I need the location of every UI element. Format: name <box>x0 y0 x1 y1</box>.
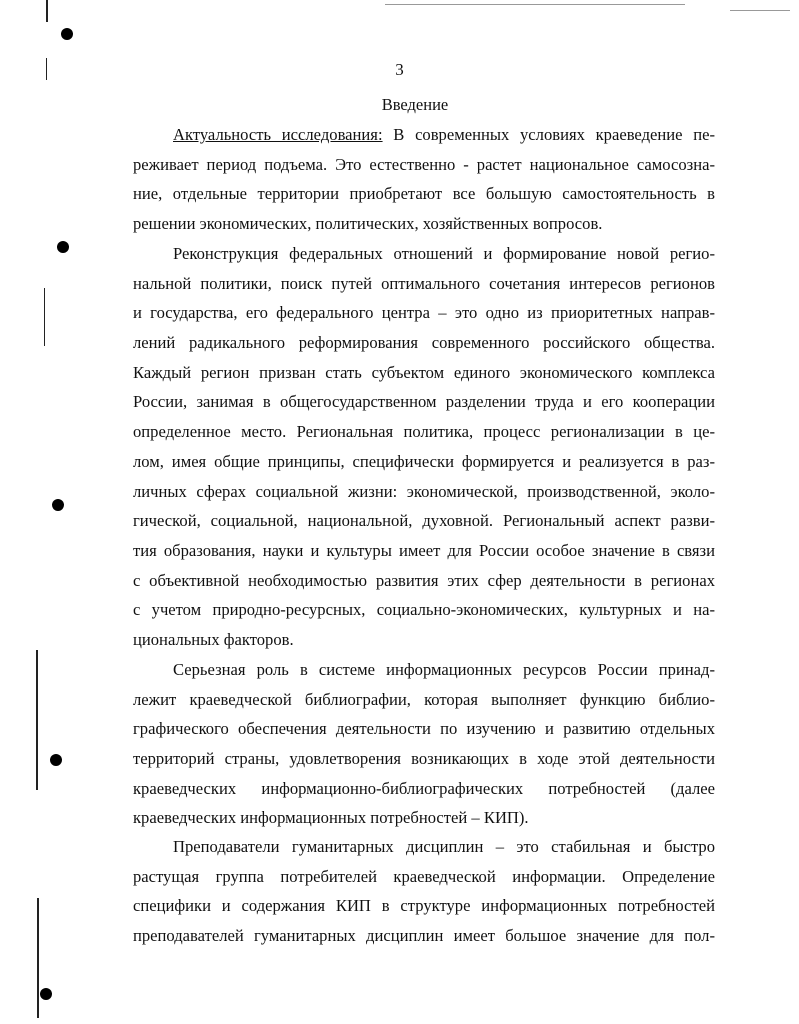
text-line: лений радикального реформирования современного российского общества. <box>133 333 715 353</box>
text-line: Каждый регион призван стать субъектом единого экономического комплекса <box>133 362 715 382</box>
text-line: с объективной необходимостью развития этих сфер деятельности в регионах <box>133 570 715 590</box>
text-line: и государства, его федерального центра – это одно из приоритетных направ- <box>133 303 715 323</box>
text-line: определенное место. Региональная политика, процесс регионализации в це- <box>133 422 715 442</box>
text-line: специфики и содержания КИП в структуре информационных потребностей <box>133 896 715 916</box>
scan-top-edge <box>385 4 685 5</box>
text-line: краеведческих информационно-библиографических потребностей (далее <box>133 778 715 798</box>
text-line: ние, отдельные территории приобретают все большую самостоятельность в <box>133 184 715 204</box>
text-line: преподавателей гуманитарных дисциплин имеет большое значение для пол- <box>133 926 715 946</box>
text-line: с учетом природно-ресурсных, социально-экономических, культурных и на- <box>133 600 715 620</box>
text-line: реживает период подъема. Это естественно - растет национальное самосозна- <box>133 154 715 174</box>
scan-margin-line <box>44 288 45 346</box>
paragraph <box>133 120 715 239</box>
scan-margin-line <box>46 0 48 22</box>
text-line-rest: В современных условиях краеведение пе- <box>382 125 715 144</box>
punch-hole <box>57 241 69 253</box>
scan-margin-line <box>36 650 38 790</box>
text-line: решении экономических, политических, хозяйственных вопросов. <box>133 214 603 234</box>
punch-hole <box>40 988 52 1000</box>
section-heading: Введение <box>381 95 449 114</box>
paragraph <box>133 832 715 951</box>
punch-hole <box>61 28 73 40</box>
text-line: краеведческих информационных потребностей – КИП). <box>133 808 529 828</box>
scan-top-edge <box>730 10 790 11</box>
scan-margin-line <box>37 898 39 1018</box>
lead-label: Актуальность исследования: <box>173 125 383 144</box>
text-line: лежит краеведческой библиографии, которая выполняет функцию библио- <box>133 689 715 709</box>
text-line: графического обеспечения деятельности по изучению и развитию отдельных <box>133 719 715 739</box>
text-line: растущая группа потребителей краеведческой информации. Определение <box>133 866 715 886</box>
page-number: 3 <box>395 60 404 79</box>
text-line: России, занимая в общегосударственном разделении труда и его кооперации <box>133 392 715 412</box>
text-line: территорий страны, удовлетворения возникающих в ходе этой деятельности <box>133 749 715 769</box>
text-line: циональных факторов. <box>133 629 294 649</box>
paragraph <box>133 655 715 833</box>
text-line: Преподаватели гуманитарных дисциплин – это стабильная и быстро <box>173 837 715 856</box>
text-line: гической, социальной, национальной, духовной. Региональный аспект разви- <box>133 511 715 531</box>
punch-hole <box>52 499 64 511</box>
text-line: Серьезная роль в системе информационных ресурсов России принад- <box>173 660 715 679</box>
text-line: Реконструкция федеральных отношений и формирование новой регио- <box>173 244 715 263</box>
text-line: лом, имея общие принципы, специфически формируется и реализуется в раз- <box>133 451 715 471</box>
text-line: личных сферах социальной жизни: экономической, производственной, эколо- <box>133 481 715 501</box>
text-line: тия образования, науки и культуры имеет для России особое значение в связи <box>133 540 715 560</box>
paragraph <box>133 239 715 655</box>
text-line <box>133 120 715 150</box>
punch-hole <box>50 754 62 766</box>
text-line: нальной политики, поиск путей оптимального сочетания интересов регионов <box>133 273 715 293</box>
